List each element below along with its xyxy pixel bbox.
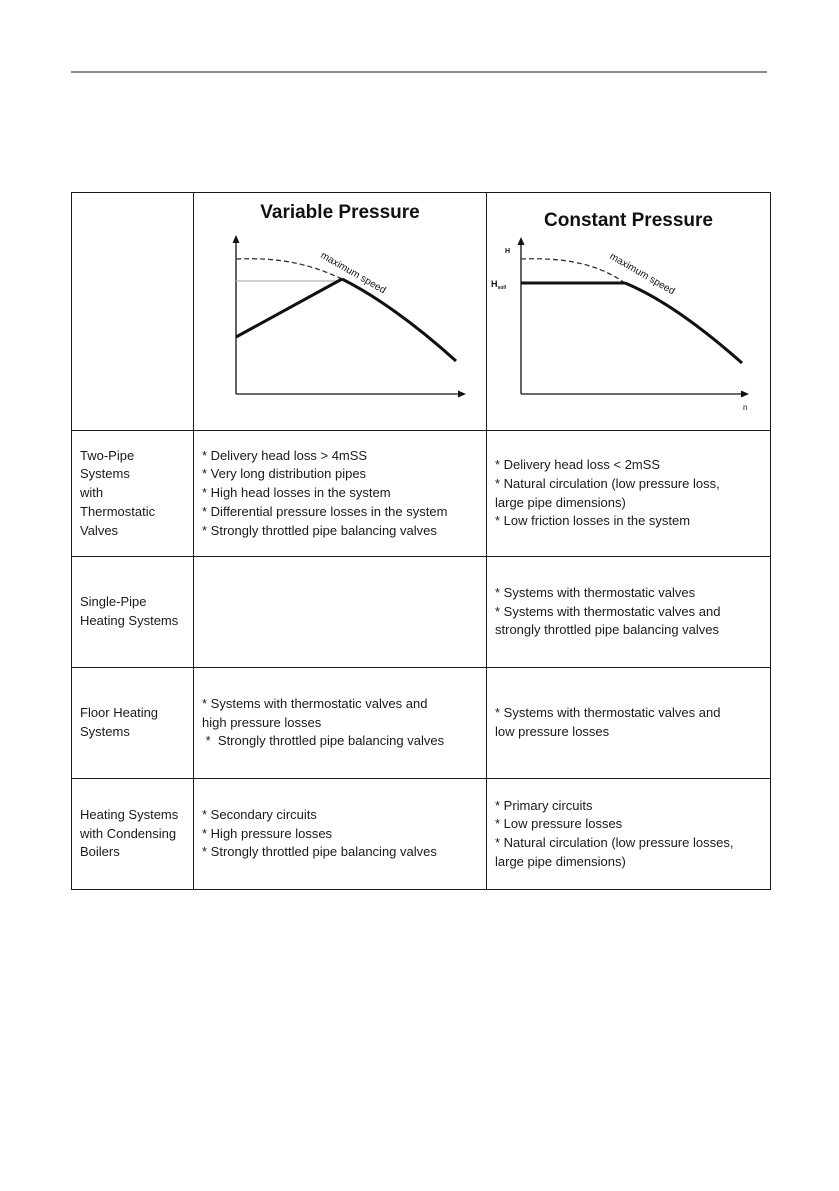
max-speed-curve bbox=[342, 279, 456, 361]
row-label-line: Systems bbox=[80, 466, 130, 482]
constant-pressure-cell bbox=[487, 193, 771, 431]
header-rule bbox=[71, 71, 767, 73]
constant-pressure-title: Constant Pressure bbox=[544, 210, 713, 231]
feature-item: * Delivery head loss > 4mSS bbox=[202, 447, 368, 463]
table-row bbox=[72, 779, 771, 890]
max-speed-curve bbox=[625, 283, 742, 363]
row-label-line: Valves bbox=[80, 522, 119, 538]
variable-pressure-features bbox=[194, 779, 487, 890]
variable-pressure-cell bbox=[194, 193, 487, 431]
setpoint-label: $H_{soll}$ bbox=[491, 278, 507, 291]
row-label-line: Floor Heating bbox=[80, 705, 159, 721]
row-label-line: Thermostatic bbox=[80, 503, 156, 519]
feature-item: * Differential pressure losses in the system bbox=[202, 503, 448, 519]
constant-pressure-features bbox=[487, 557, 771, 668]
feature-item: * Very long distribution pipes bbox=[202, 466, 367, 482]
feature-item: * Systems with thermostatic valves and bbox=[495, 603, 721, 619]
feature-item: * Natural circulation (low pressure losses, bbox=[495, 835, 734, 850]
variable-pressure-features bbox=[194, 668, 487, 779]
row-label-line: with bbox=[80, 485, 104, 501]
variable-pressure-graph bbox=[194, 223, 487, 403]
constant-pressure-features bbox=[487, 431, 771, 557]
row-label bbox=[72, 431, 194, 557]
y-axis-arrow bbox=[233, 235, 240, 243]
table-row bbox=[72, 557, 771, 668]
y-axis-arrow bbox=[518, 237, 525, 245]
feature-item: * Strongly throttled pipe balancing valves bbox=[202, 844, 437, 860]
constant-pressure-graph bbox=[487, 231, 771, 415]
feature-item: high pressure losses bbox=[202, 714, 322, 730]
feature-item: large pipe dimensions) bbox=[495, 853, 626, 869]
row-label bbox=[72, 779, 194, 890]
empty-corner-cell bbox=[72, 193, 194, 431]
feature-item: low pressure losses bbox=[495, 724, 610, 739]
row-label-line: Single-Pipe bbox=[80, 594, 147, 610]
feature-item: * High pressure losses bbox=[202, 825, 333, 841]
feature-item: large pipe dimensions) bbox=[495, 494, 626, 510]
feature-item: * Strongly throttled pipe balancing valves bbox=[202, 733, 445, 749]
x-axis-label: n bbox=[743, 402, 748, 412]
row-label-line: Heating Systems bbox=[80, 806, 179, 822]
curve-label: maximum speed bbox=[318, 249, 388, 296]
feature-item: * Natural circulation (low pressure loss, bbox=[495, 475, 720, 491]
feature-item: * Primary circuits bbox=[495, 797, 593, 813]
feature-item: * Systems with thermostatic valves and bbox=[202, 695, 428, 711]
row-label-line: Boilers bbox=[80, 844, 120, 860]
variable-pressure-title: Variable Pressure bbox=[260, 202, 420, 223]
row-label bbox=[72, 557, 194, 668]
feature-item: * Secondary circuits bbox=[202, 806, 317, 822]
x-axis-arrow bbox=[458, 390, 466, 397]
constant-pressure-features bbox=[487, 668, 771, 779]
variable-control-line bbox=[236, 279, 342, 337]
variable-pressure-features bbox=[194, 557, 487, 668]
feature-item: strongly throttled pipe balancing valves bbox=[495, 622, 720, 638]
curve-label: maximum speed bbox=[607, 250, 677, 297]
feature-item: * High head losses in the system bbox=[202, 485, 391, 501]
variable-pressure-features bbox=[194, 431, 487, 557]
x-axis-arrow bbox=[741, 390, 749, 397]
row-label-line: with Condensing bbox=[80, 825, 177, 841]
constant-pressure-features bbox=[487, 779, 771, 890]
y-axis-label: H bbox=[505, 247, 511, 255]
row-label-line: Heating Systems bbox=[80, 613, 179, 628]
feature-item: * Low friction losses in the system bbox=[495, 513, 691, 529]
feature-item: * Systems with thermostatic valves and bbox=[495, 705, 721, 721]
table-row bbox=[72, 431, 771, 557]
row-label bbox=[72, 668, 194, 779]
row-label-line: Two-Pipe bbox=[80, 447, 135, 463]
graph-header-row bbox=[72, 193, 771, 431]
row-label-line: Systems bbox=[80, 724, 130, 739]
feature-item: * Systems with thermostatic valves bbox=[495, 584, 696, 600]
table-row bbox=[72, 668, 771, 779]
pump-mode-comparison-table bbox=[71, 192, 771, 890]
feature-item: * Delivery head loss < 2mSS bbox=[495, 457, 661, 473]
feature-item: * Strongly throttled pipe balancing valves bbox=[202, 522, 437, 538]
feature-item: * Low pressure losses bbox=[495, 816, 623, 832]
max-speed-curve-dashed bbox=[521, 258, 625, 282]
